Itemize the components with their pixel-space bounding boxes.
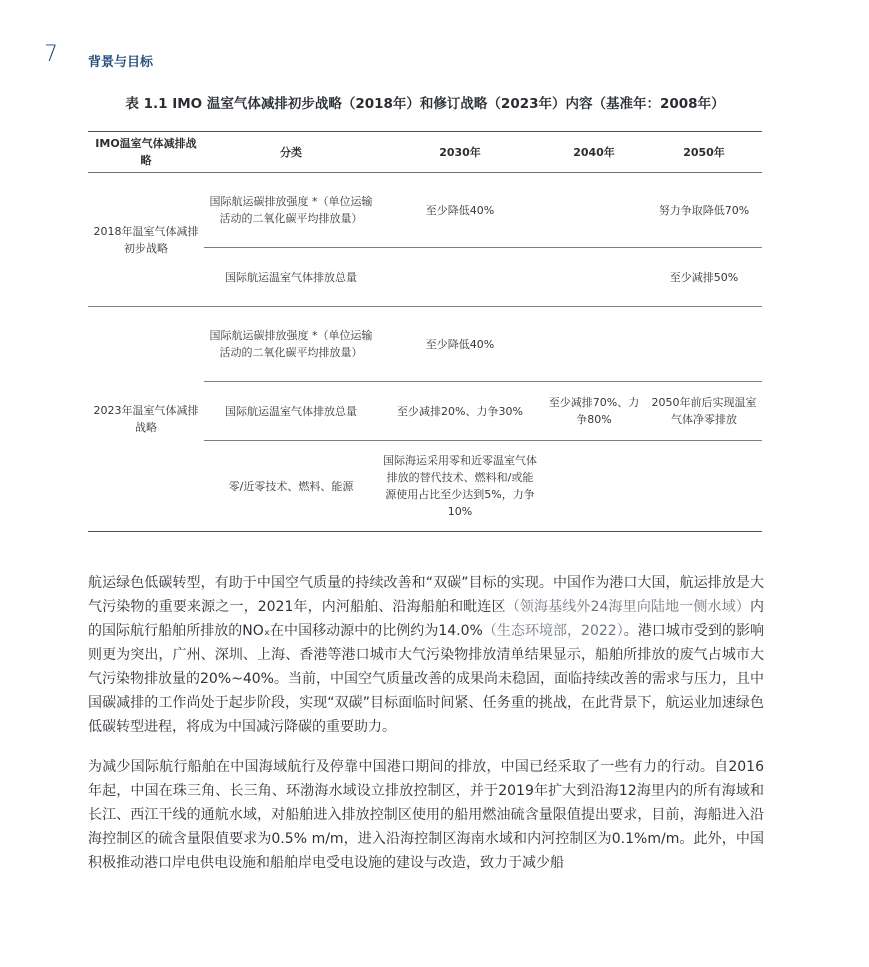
value-2040-cell [542, 441, 646, 532]
category-cell: 国际航运碳排放强度 *（单位运输活动的二氧化碳平均排放量） [204, 173, 378, 248]
value-2050-cell: 至少减排50% [646, 248, 762, 307]
header-2030: 2030年 [378, 132, 542, 173]
strategy-table [88, 131, 762, 532]
paragraph-text: 航运绿色低碳转型，有助于中国空气质量的持续改善和“双碳”目标的实现。中国作为港口大国，航运排放是大气污染物的重要来源之一，2021年，内河船舶、沿海船舶和毗连区 [88, 575, 764, 615]
value-2030-cell: 国际海运采用零和近零温室气体排放的替代技术、燃料和/或能源使用占比至少达到5%，力争10% [378, 441, 542, 532]
page-number: 7 [44, 42, 58, 67]
category-cell: 国际航运碳排放强度 *（单位运输活动的二氧化碳平均排放量） [204, 307, 378, 382]
header-category: 分类 [204, 132, 378, 173]
value-2040-cell [542, 173, 646, 248]
table-row [88, 307, 762, 382]
value-2030-cell: 至少减排20%、力争30% [378, 382, 542, 441]
strategy-cell: 2023年温室气体减排战略 [88, 307, 204, 532]
paragraph-citation: （生态环境部，2022） [482, 623, 624, 639]
value-2050-cell [646, 307, 762, 382]
strategy-cell: 2018年温室气体减排初步战略 [88, 173, 204, 307]
value-2040-cell [542, 248, 646, 307]
table-header-row [88, 132, 762, 173]
value-2030-cell: 至少降低40% [378, 307, 542, 382]
paragraph-reference: （领海基线外24海里向陆地一侧水域） [505, 599, 750, 615]
body-paragraph-2: 为减少国际航行船舶在中国海域航行及停靠中国港口期间的排放，中国已经采取了一些有力的行动。自2016年起，中国在珠三角、长三角、环渤海水域设立排放控制区，并于2019年扩大到沿海12海里内的所有海域和长江、西江干线的通航水域，对船舶进入排放控制区使用的船用燃油硫含量限值提出要求，目前，海船进入沿海控制区的硫含量限值要求为0.5% m/m，进入沿海控制区海南水域和内河控制区为0.1%m/m。此外，中国积极推动港口岸电供电设施和船舶岸电受电设施的建设与改造，致力于减少船 [88, 759, 764, 871]
value-2040-cell [542, 307, 646, 382]
table-row [88, 173, 762, 248]
section-title: 背景与目标 [88, 55, 154, 70]
header-2050: 2050年 [646, 132, 762, 173]
value-2050-cell: 努力争取降低70% [646, 173, 762, 248]
value-2030-cell: 至少降低40% [378, 173, 542, 248]
table-caption: 表 1.1 IMO 温室气体减排初步战略（2018年）和修订战略（2023年）内容（基准年：2008年） [125, 96, 725, 112]
header-strategy: IMO温室气体减排战略 [88, 132, 204, 173]
paragraph-text: 内的国际航行船舶所排放的NOₓ在中国移动源中的比例约为14.0% [88, 599, 764, 639]
value-2050-cell: 2050年前后实现温室气体净零排放 [646, 382, 762, 441]
category-cell: 国际航运温室气体排放总量 [204, 382, 378, 441]
paragraph-text: 。港口城市受到的影响则更为突出，广州、深圳、上海、香港等港口城市大气污染物排放清单结果显示，船舶所排放的废气占城市大气污染物排放量的20%~40%。当前，中国空气质量改善的成果尚未稳固，面临持续改善的需求与压力，且中国碳减排的工作尚处于起步阶段，实现“双碳”目标面临时间紧、任务重的挑战，在此背景下，航运业加速绿色低碳转型进程，将成为中国减污降碳的重要助力。 [88, 623, 764, 735]
category-cell: 零/近零技术、燃料、能源 [204, 441, 378, 532]
value-2030-cell [378, 248, 542, 307]
category-cell: 国际航运温室气体排放总量 [204, 248, 378, 307]
value-2050-cell [646, 441, 762, 532]
header-2040: 2040年 [542, 132, 646, 173]
body-paragraph-1 [88, 571, 764, 739]
value-2040-cell: 至少减排70%、力争80% [542, 382, 646, 441]
